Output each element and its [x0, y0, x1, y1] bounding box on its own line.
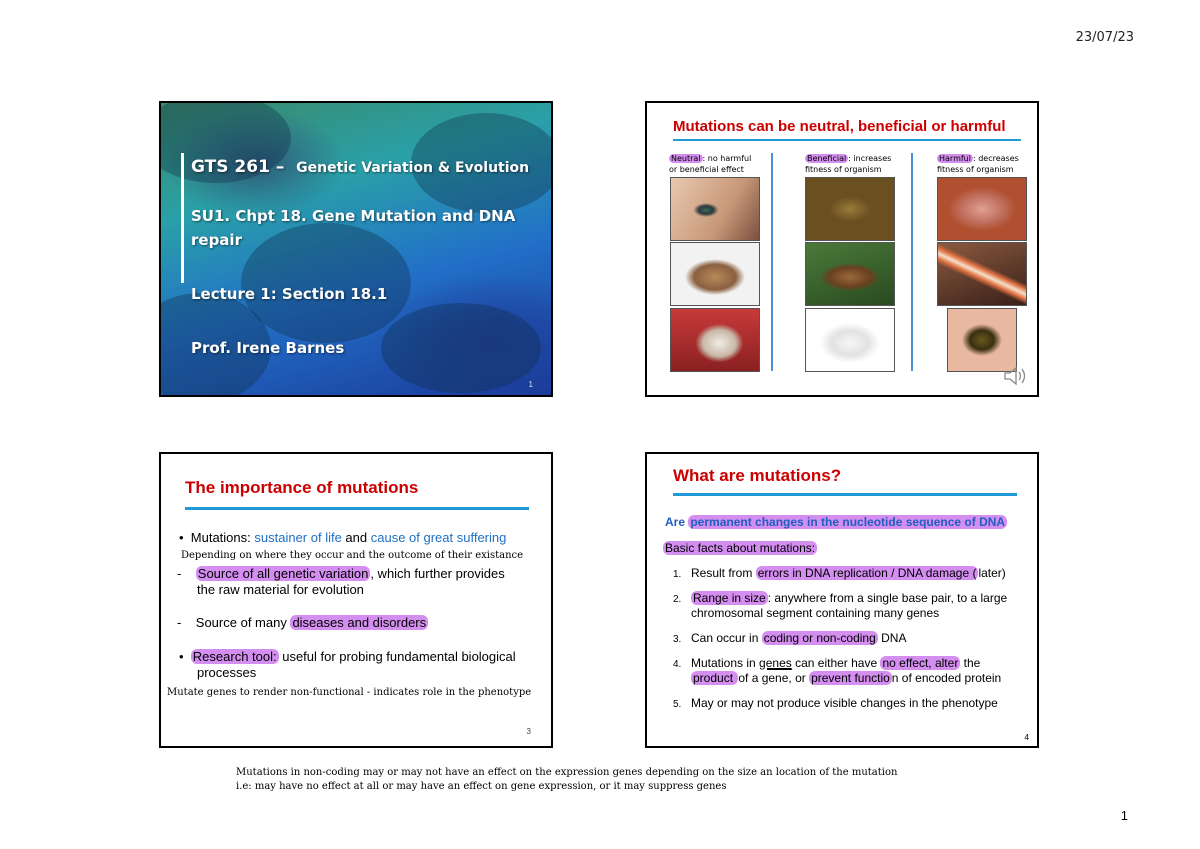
footnote-line2: i.e: may have no effect at all or may have an effect on gene expression, or it may suppress genes — [236, 781, 727, 792]
bullet-research-tool-line2: processes — [197, 665, 257, 680]
bullet-mutations: • Mutations: sustainer of life and cause of great suffering — [179, 530, 507, 545]
harmful-caption: Harmful : decreases fitness of organism — [937, 154, 1019, 174]
title-underline — [673, 493, 1017, 496]
column-divider — [771, 153, 773, 371]
fact-item-1: 1. Result from errors in DNA replication / DNA damage ( later) — [673, 566, 1006, 580]
chapter-title-line2: repair — [191, 231, 242, 249]
column-divider — [911, 153, 913, 371]
handwritten-note: Mutate genes to render non-functional - indicates role in the phenotype — [167, 687, 532, 698]
speaker-icon[interactable] — [1003, 365, 1029, 387]
fact-item-4: 4. Mutations in genes can either have no effect, alter the product of a gene, or prevent functio n of encoded protein — [673, 656, 1002, 685]
fact-item-2: 2. Range in size : anywhere from a single base pair, to a large chromosomal segment containing many genes — [673, 591, 1008, 620]
page-number: 1 — [1120, 808, 1128, 823]
fish-illustration — [381, 303, 541, 393]
slide-4-what-are-mutations — [645, 452, 1039, 748]
turtle-photo — [947, 308, 1017, 372]
fact-item-3: 3. Can occur in coding or non-coding DNA — [673, 631, 907, 645]
title-underline — [673, 139, 1021, 141]
eye-photo — [670, 177, 760, 241]
albino-snake-photo — [937, 242, 1027, 306]
hands-photo — [937, 177, 1027, 241]
fluffy-cat-photo — [670, 308, 760, 372]
handwritten-note: Depending on where they occur and the outcome of their existance — [181, 550, 524, 561]
slide-number: 1 — [528, 380, 533, 389]
dash-diseases: - Source of many diseases and disorders — [177, 615, 427, 630]
neutral-caption: Neutral : no harmful or beneficial effect — [669, 154, 752, 174]
curl-cat-photo — [670, 242, 760, 306]
slide-number: 4 — [1024, 733, 1029, 742]
basic-facts-heading: Basic facts about mutations: — [665, 541, 816, 555]
document-date: 23/07/23 — [1075, 30, 1134, 45]
slide-title: Mutations can be neutral, beneficial or harmful — [673, 118, 1006, 135]
slide-title: What are mutations? — [673, 466, 842, 485]
chapter-title-line1: SU1. Chpt 18. Gene Mutation and DNA — [191, 207, 516, 225]
footnote-line1: Mutations in non-coding may or may not have an effect on the expression genes depending on the size an location of the mutation — [236, 767, 898, 778]
lecture-title: Lecture 1: Section 18.1 — [191, 285, 388, 303]
slide-1-title — [159, 101, 553, 397]
professor-name: Prof. Irene Barnes — [191, 339, 345, 357]
slide-3-importance — [159, 452, 553, 748]
title-accent-bar — [181, 153, 184, 283]
slide-title: The importance of mutations — [185, 478, 419, 497]
course-title: GTS 261 – Genetic Variation & Evolution — [191, 157, 530, 177]
slide-2-mutation-effects — [645, 101, 1039, 397]
definition: Are permanent changes in the nucleotide sequence of DNA — [665, 515, 1006, 529]
leaf-lizard-photo — [805, 242, 895, 306]
camouflaged-toad-photo — [805, 177, 895, 241]
arctic-fox-photo — [805, 308, 895, 372]
dash-genetic-variation: - Source of all genetic variation , which further provides — [177, 566, 505, 581]
slide-number: 3 — [526, 727, 531, 736]
fact-item-5: 5. May or may not produce visible changes in the phenotype — [673, 696, 998, 710]
beneficial-caption: Beneficial : increases fitness of organism — [805, 154, 892, 174]
bullet-research-tool: • Research tool: useful for probing fundamental biological — [179, 649, 516, 664]
dash-genetic-variation-line2: the raw material for evolution — [197, 582, 364, 597]
fish-illustration — [241, 223, 411, 343]
title-underline — [185, 507, 529, 510]
